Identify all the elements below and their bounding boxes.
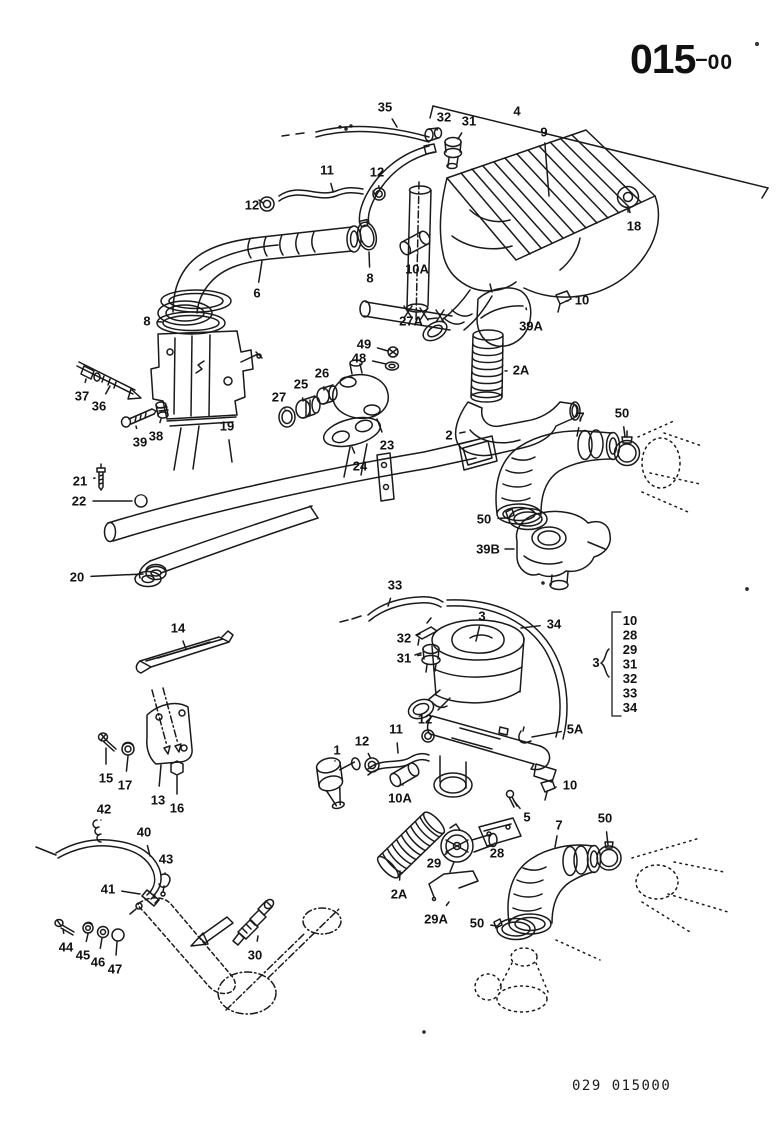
callout-28: 28 bbox=[489, 845, 505, 861]
callout-47: 47 bbox=[107, 961, 123, 977]
worm-clamp-50c bbox=[597, 842, 621, 870]
callout-18: 18 bbox=[626, 218, 642, 234]
callout-6: 6 bbox=[253, 285, 261, 301]
vent-hose-34 bbox=[359, 146, 434, 224]
legend-item-10: 10 bbox=[622, 613, 638, 628]
callout-34: 34 bbox=[546, 616, 562, 632]
callout-leader bbox=[229, 440, 232, 462]
catalog-code: 015 bbox=[629, 36, 696, 82]
callout-leader bbox=[377, 348, 388, 351]
scan-specks bbox=[423, 43, 758, 1033]
washer-17 bbox=[122, 742, 134, 755]
air-pump-29 bbox=[441, 824, 497, 872]
nut-22 bbox=[135, 495, 147, 507]
callout-leader bbox=[86, 934, 88, 941]
hose-clamp-12b bbox=[259, 197, 274, 211]
elbow-hose-7b bbox=[508, 845, 601, 934]
callout-10A: 10A bbox=[388, 790, 412, 806]
callout-leader bbox=[514, 801, 520, 808]
callout-26: 26 bbox=[314, 365, 330, 381]
centerline-arrows bbox=[152, 688, 181, 754]
vent-hose-35 bbox=[282, 125, 429, 142]
callout-44: 44 bbox=[58, 939, 74, 955]
phantom-dynamo-dashed bbox=[218, 908, 341, 1014]
callout-leader bbox=[85, 379, 86, 382]
callout-15: 15 bbox=[98, 770, 114, 786]
callout-39: 39 bbox=[132, 434, 148, 450]
flange-gasket-24 bbox=[321, 412, 384, 451]
callout-leader bbox=[368, 754, 370, 757]
callout-46: 46 bbox=[90, 954, 106, 970]
catalog-code-separator: – bbox=[695, 46, 708, 71]
breather-hose-11b bbox=[368, 754, 429, 775]
callout-10: 10 bbox=[574, 292, 590, 308]
washer-48 bbox=[386, 362, 399, 370]
callout-10A: 10A bbox=[405, 261, 429, 277]
washer-45 bbox=[83, 922, 93, 933]
callout-16: 16 bbox=[169, 800, 185, 816]
vent-hose-33 bbox=[340, 597, 443, 622]
callout-leader bbox=[458, 133, 462, 139]
callout-leader bbox=[624, 427, 625, 437]
phantom-belt-dashed bbox=[138, 898, 235, 994]
assembly-frame-line bbox=[430, 103, 768, 198]
callout-leader bbox=[369, 252, 370, 267]
callout-leader bbox=[106, 386, 110, 394]
callout-2A: 2A bbox=[390, 886, 408, 902]
callout-29A: 29A bbox=[424, 911, 448, 927]
screw-21 bbox=[97, 464, 105, 490]
callout-12: 12 bbox=[369, 164, 385, 180]
hose-clamp-12d bbox=[365, 758, 379, 772]
legend-group-label: 3 bbox=[592, 655, 600, 670]
bracket-rail-14 bbox=[136, 631, 233, 673]
callout-11: 11 bbox=[320, 162, 334, 178]
callout-leader bbox=[460, 432, 465, 433]
callout-45: 45 bbox=[75, 947, 91, 963]
callout-38: 38 bbox=[148, 428, 164, 444]
clamp-ring-8 bbox=[354, 218, 379, 251]
screw-44 bbox=[55, 920, 74, 936]
bracket-32b bbox=[416, 618, 437, 645]
callout-48: 48 bbox=[351, 350, 367, 366]
callout-leader bbox=[352, 447, 355, 453]
callout-leader bbox=[259, 261, 262, 282]
callout-50: 50 bbox=[597, 810, 613, 826]
bracket-plate-28 bbox=[479, 818, 521, 846]
callout-42: 42 bbox=[96, 801, 112, 817]
callout-leader bbox=[331, 183, 333, 191]
callout-25: 25 bbox=[293, 376, 309, 392]
base-duct bbox=[428, 716, 556, 797]
fitting-1 bbox=[313, 751, 369, 811]
callout-5A: 5A bbox=[566, 721, 584, 737]
catalog-code-suffix: 00 bbox=[707, 51, 733, 74]
legend-item-29: 29 bbox=[622, 642, 638, 657]
callout-1: 1 bbox=[333, 742, 341, 758]
callout-leader bbox=[159, 765, 161, 786]
callout-leader bbox=[629, 209, 630, 213]
bolt-39 bbox=[122, 409, 157, 427]
air-cleaner-3 bbox=[406, 620, 524, 722]
gasket-29A bbox=[429, 871, 478, 901]
callout-10: 10 bbox=[562, 777, 578, 793]
nut-16 bbox=[171, 761, 183, 775]
callout-24: 24 bbox=[352, 458, 368, 474]
callout-17: 17 bbox=[117, 777, 133, 793]
callout-50: 50 bbox=[469, 915, 485, 931]
callout-36: 36 bbox=[91, 398, 107, 414]
callout-11: 11 bbox=[389, 721, 403, 737]
callout-leader bbox=[491, 925, 497, 926]
callout-8: 8 bbox=[366, 270, 374, 286]
callout-43: 43 bbox=[158, 851, 174, 867]
plate-number: 029 015000 bbox=[572, 1078, 672, 1094]
callout-49: 49 bbox=[356, 336, 372, 352]
callout-leader bbox=[257, 936, 258, 941]
callout-leader bbox=[418, 655, 421, 656]
clip-42 bbox=[93, 820, 101, 842]
callout-8: 8 bbox=[143, 313, 151, 329]
callout-leader bbox=[126, 756, 128, 771]
phantom-parts-dotted-lower bbox=[475, 838, 728, 1012]
retainer-clip-10b bbox=[541, 780, 555, 800]
sensor-30 bbox=[233, 898, 275, 945]
worm-clamp-50d bbox=[494, 919, 535, 940]
callout-leader bbox=[160, 419, 161, 423]
callout-27: 27 bbox=[271, 389, 287, 405]
phantom-part-dotted bbox=[638, 420, 702, 512]
callout-7: 7 bbox=[577, 409, 585, 425]
callout-leader bbox=[63, 929, 64, 933]
callout-31: 31 bbox=[396, 650, 412, 666]
bolt-15 bbox=[99, 733, 117, 751]
callout-leader bbox=[446, 902, 449, 905]
callout-13: 13 bbox=[150, 792, 166, 808]
callout-12: 12 bbox=[244, 197, 260, 213]
callout-leader bbox=[445, 853, 447, 854]
legend-item-31: 31 bbox=[622, 656, 638, 672]
heat-shield-39A bbox=[477, 284, 531, 346]
callout-29: 29 bbox=[426, 855, 442, 871]
callout-30: 30 bbox=[247, 947, 263, 963]
callout-39B: 39B bbox=[476, 541, 500, 557]
callout-leader bbox=[373, 361, 386, 364]
callout-leader bbox=[607, 832, 608, 845]
legend-bracket bbox=[601, 612, 621, 716]
callout-41: 41 bbox=[100, 881, 116, 897]
callout-leader bbox=[555, 836, 557, 847]
callout-12: 12 bbox=[354, 733, 370, 749]
valve-31 bbox=[445, 138, 462, 169]
heater-cable-40 bbox=[36, 840, 161, 895]
air-cleaner-housing bbox=[420, 130, 659, 345]
legend-item-33: 33 bbox=[622, 685, 638, 701]
callout-layer bbox=[59, 100, 641, 977]
callout-23: 23 bbox=[379, 437, 395, 453]
callout-3: 3 bbox=[478, 608, 486, 624]
ring-46 bbox=[98, 927, 109, 938]
callout-27A: 27A bbox=[399, 313, 423, 329]
pointer-bolt bbox=[191, 917, 233, 946]
callout-leader bbox=[577, 428, 579, 436]
callout-50: 50 bbox=[476, 511, 492, 527]
callout-leader bbox=[476, 627, 479, 641]
legend-item-34: 34 bbox=[622, 700, 638, 715]
callout-leader bbox=[122, 891, 140, 894]
intake-manifold-19 bbox=[105, 436, 498, 587]
breather-hose-11 bbox=[279, 188, 363, 201]
callout-5: 5 bbox=[523, 809, 531, 825]
callout-14: 14 bbox=[170, 620, 186, 636]
screw-5 bbox=[507, 791, 518, 808]
legend-items bbox=[592, 613, 638, 715]
callout-50: 50 bbox=[614, 405, 630, 421]
callout-leader bbox=[418, 634, 420, 635]
callout-32: 32 bbox=[436, 109, 452, 125]
callout-19: 19 bbox=[219, 418, 235, 434]
callout-32: 32 bbox=[396, 630, 412, 646]
coolant-flange-23 bbox=[333, 360, 389, 418]
callout-12: 12 bbox=[417, 711, 433, 727]
callout-leader bbox=[100, 938, 102, 948]
callout-9: 9 bbox=[540, 124, 548, 140]
callout-leader bbox=[392, 119, 397, 127]
callout-21: 21 bbox=[72, 473, 88, 489]
callout-37: 37 bbox=[74, 388, 90, 404]
callout-31: 31 bbox=[461, 113, 477, 129]
nut-49 bbox=[388, 347, 398, 357]
legend-item-28: 28 bbox=[622, 627, 638, 643]
callout-20: 20 bbox=[69, 569, 85, 585]
sleeve-25 bbox=[296, 396, 320, 418]
callout-2: 2 bbox=[445, 427, 453, 443]
callout-33: 33 bbox=[387, 577, 403, 593]
callout-40: 40 bbox=[136, 824, 152, 840]
callout-leader bbox=[428, 318, 437, 319]
legend-item-32: 32 bbox=[622, 671, 638, 686]
callout-leader bbox=[116, 942, 117, 955]
callout-35: 35 bbox=[377, 99, 393, 115]
callout-7: 7 bbox=[555, 817, 563, 833]
cap-nut-27 bbox=[279, 407, 295, 427]
callout-22: 22 bbox=[71, 493, 87, 509]
clip-5A bbox=[519, 727, 531, 743]
hose-piece-10A bbox=[398, 230, 432, 257]
elbow-hose-7 bbox=[496, 430, 620, 524]
callout-leader bbox=[136, 426, 137, 428]
callout-leader bbox=[397, 743, 398, 753]
callout-39A: 39A bbox=[519, 318, 543, 334]
callout-2A: 2A bbox=[512, 362, 530, 378]
retainer-clip-10 bbox=[556, 291, 571, 312]
callout-4: 4 bbox=[513, 103, 521, 119]
washer-47 bbox=[112, 929, 124, 941]
